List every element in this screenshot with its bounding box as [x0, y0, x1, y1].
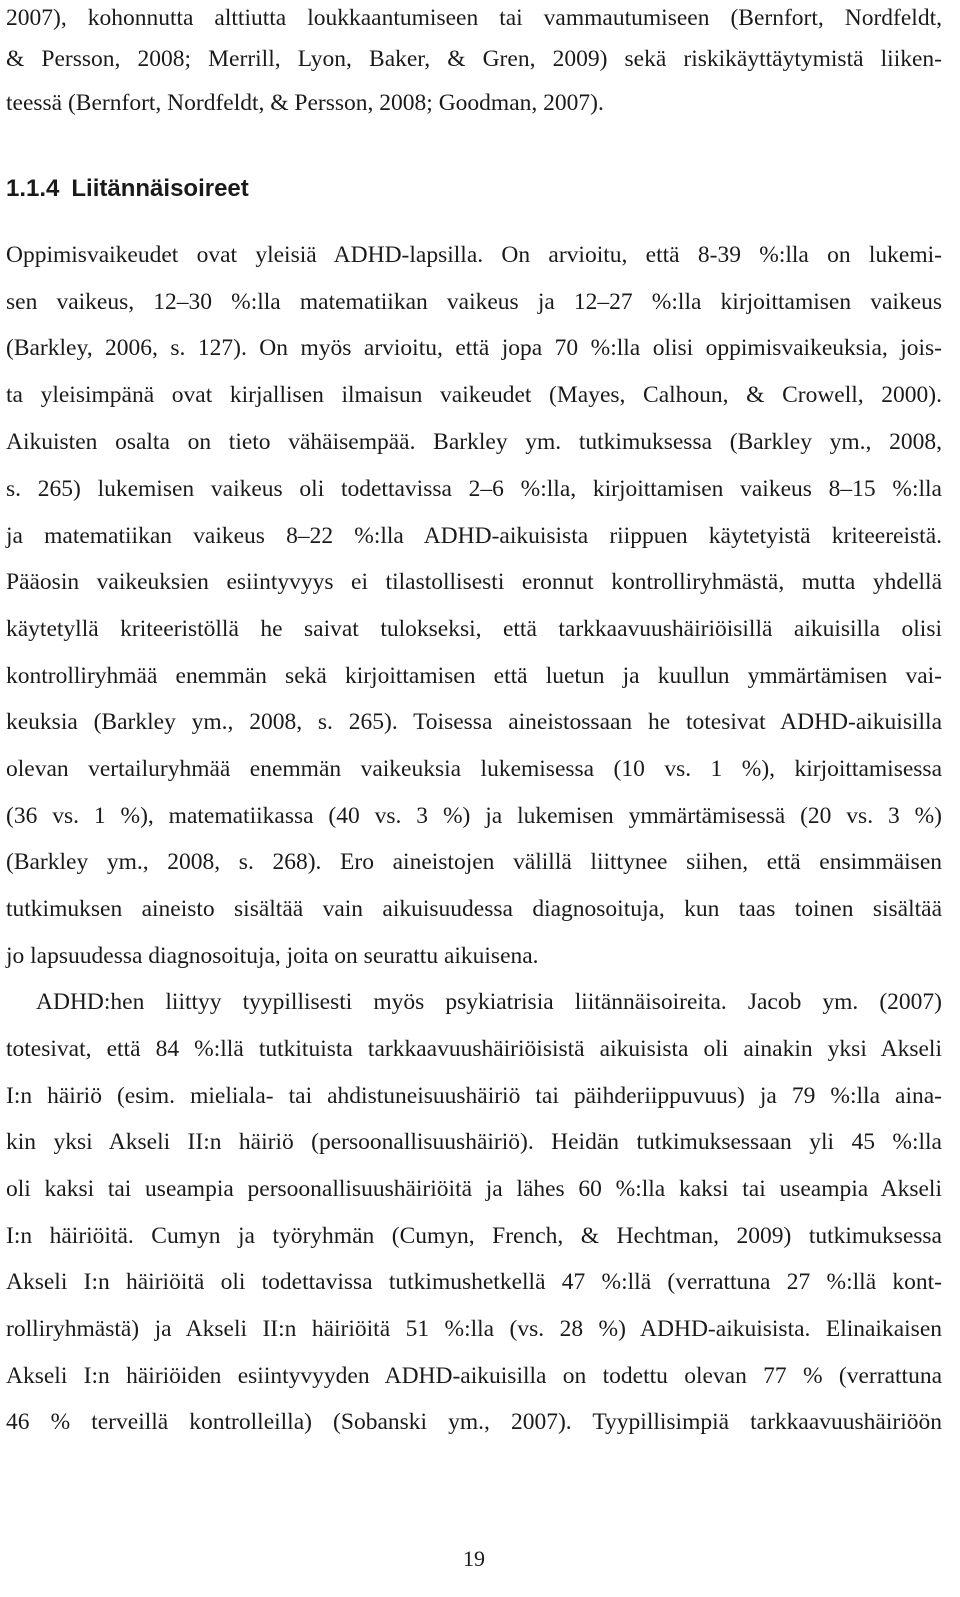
text-line: käytetyllä kriteeristöllä he saivat tulokseksi, että tarkkaavuushäiriöisillä aikuisilla olisi [6, 616, 942, 642]
text-line: (36 vs. 1 %), matematiikassa (40 vs. 3 %) ja lukemisen ymmärtämisessä (20 vs. 3 %) [6, 803, 942, 829]
section-title: Liitännäisoireet [71, 175, 249, 202]
text-line: Aikuisten osalta on tieto vähäisempää. Barkley ym. tutkimuksessa (Barkley ym., 2008, [6, 429, 942, 455]
text-line: ja matematiikan vaikeus 8–22 %:lla ADHD-aikuisista riippuen käytetyistä kriteereistä. [6, 523, 942, 549]
text-line: Pääosin vaikeuksien esiintyvyys ei tilastollisesti eronnut kontrolliryhmästä, mutta yhdellä [6, 569, 942, 595]
text-line: teessä (Bernfort, Nordfeldt, & Persson, 2008; Goodman, 2007). [6, 90, 604, 116]
text-line: I:n häiriöitä. Cumyn ja työryhmän (Cumyn, French, & Hechtman, 2009) tutkimuksessa [6, 1223, 942, 1249]
text-line: ta yleisimpänä ovat kirjallisen ilmaisun vaikeudet (Mayes, Calhoun, & Crowell, 2000). [6, 382, 942, 408]
text-line: ADHD:hen liittyy tyypillisesti myös psykiatrisia liitännäisoireita. Jacob ym. (2007) [36, 989, 942, 1015]
section-number: 1.1.4 [6, 175, 60, 202]
text-line: kin yksi Akseli II:n häiriö (persoonallisuushäiriö). Heidän tutkimuksessaan yli 45 %:lla [6, 1129, 942, 1155]
text-line: (Barkley, 2006, s. 127). On myös arvioitu, että jopa 70 %:lla olisi oppimisvaikeuksia, jois- [6, 335, 942, 361]
text-line: Akseli I:n häiriöitä oli todettavissa tutkimushetkellä 47 %:llä (verrattuna 27 %:llä kont- [6, 1269, 942, 1295]
text-line: s. 265) lukemisen vaikeus oli todettavissa 2–6 %:lla, kirjoittamisen vaikeus 8–15 %:lla [6, 476, 942, 502]
text-line: tutkimuksen aineisto sisältää vain aikuisuudessa diagnosoituja, kun taas toinen sisältää [6, 896, 942, 922]
text-line: Akseli I:n häiriöiden esiintyvyyden ADHD-aikuisilla on todettu olevan 77 % (verrattuna [6, 1363, 942, 1389]
section-heading [6, 174, 249, 204]
text-line: rolliryhmästä) ja Akseli II:n häiriöitä 51 %:lla (vs. 28 %) ADHD-aikuisista. Elinaikaisen [6, 1316, 942, 1342]
text-line: Oppimisvaikeudet ovat yleisiä ADHD-lapsilla. On arvioitu, että 8-39 %:lla on lukemi- [6, 242, 942, 268]
text-line: keuksia (Barkley ym., 2008, s. 265). Toisessa aineistossaan he totesivat ADHD-aikuisilla [6, 709, 942, 735]
text-line: I:n häiriö (esim. mieliala- tai ahdistuneisuushäiriö tai päihderiippuvuus) ja 79 %:lla aina- [6, 1083, 942, 1109]
text-line: kontrolliryhmää enemmän sekä kirjoittamisen että luetun ja kuullun ymmärtämisen vai- [6, 663, 942, 689]
text-line: olevan vertailuryhmää enemmän vaikeuksia lukemisessa (10 vs. 1 %), kirjoittamisessa [6, 756, 942, 782]
text-line: totesivat, että 84 %:llä tutkituista tarkkaavuushäiriöisistä aikuisista oli ainakin yksi Akseli [6, 1036, 942, 1062]
text-line: oli kaksi tai useampia persoonallisuushäiriöitä ja lähes 60 %:lla kaksi tai useampia Akseli [6, 1176, 942, 1202]
text-line: sen vaikeus, 12–30 %:lla matematiikan vaikeus ja 12–27 %:lla kirjoittamisen vaikeus [6, 289, 942, 315]
page-number: 19 [463, 1546, 485, 1571]
text-line: 2007), kohonnutta alttiutta loukkaantumiseen tai vammautumiseen (Bernfort, Nordfeldt, [6, 5, 942, 31]
text-line: & Persson, 2008; Merrill, Lyon, Baker, & Gren, 2009) sekä riskikäyttäytymistä liiken- [6, 46, 942, 72]
text-line: (Barkley ym., 2008, s. 268). Ero aineistojen välillä liittynee siihen, että ensimmäisen [6, 849, 942, 875]
text-line: jo lapsuudessa diagnosoituja, joita on seurattu aikuisena. [6, 943, 539, 969]
text-line: 46 % terveillä kontrolleilla) (Sobanski ym., 2007). Tyypillisimpiä tarkkaavuushäiriöön [6, 1409, 942, 1435]
